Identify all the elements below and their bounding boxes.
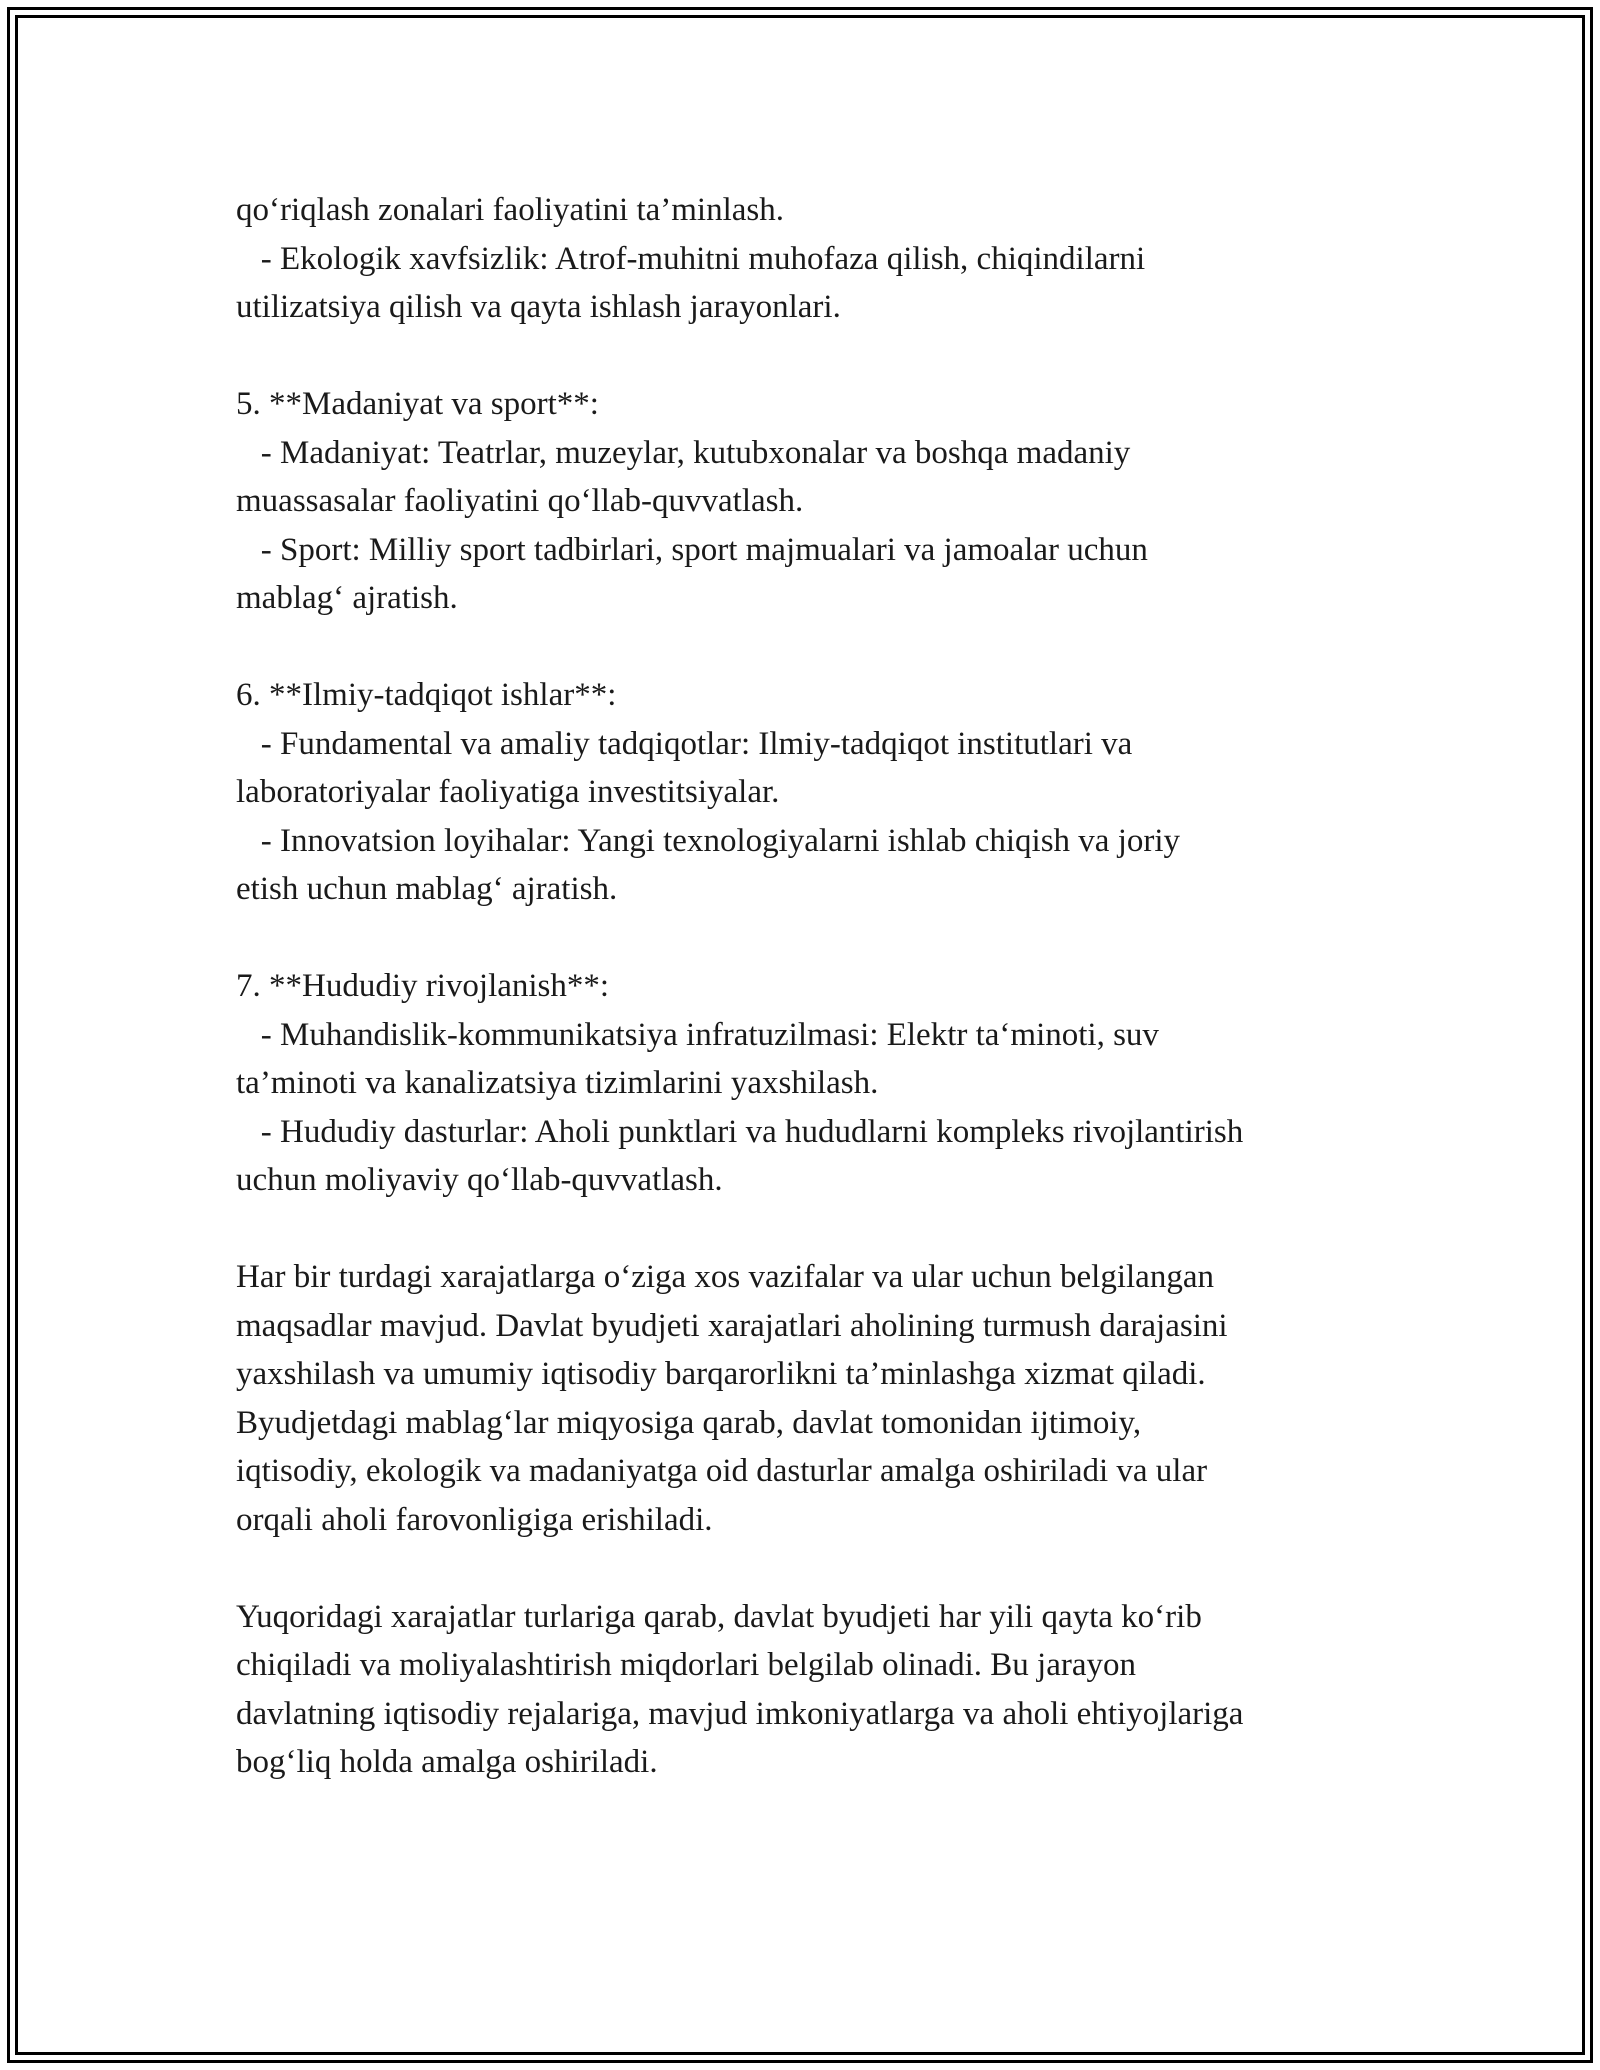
- text-line: ta’minoti va kanalizatsiya tizimlarini yaxshilash.: [236, 1065, 879, 1101]
- bullet-ekologik-xavfsizlik: - Ekologik xavfsizlik: Atrof-muhitni muhofaza qilish, chiqindilarni: [236, 240, 1146, 277]
- text-line: mablag‘ ajratish.: [236, 580, 458, 616]
- text-line: muassasalar faoliyatini qo‘llab-quvvatlash.: [236, 483, 804, 519]
- bullet-innovatsion-loyihalar: - Innovatsion loyihalar: Yangi texnologiyalarni ishlab chiqish va joriy: [236, 822, 1181, 859]
- paragraph-line: orqali aholi farovonligiga erishiladi.: [236, 1501, 713, 1538]
- bullet-hududiy-dasturlar: - Hududiy dasturlar: Aholi punktlari va hududlarni kompleks rivojlantirish: [236, 1113, 1244, 1150]
- paragraph-line: chiqiladi va moliyalashtirish miqdorlari belgilab olinadi. Bu jarayon: [236, 1647, 1136, 1683]
- text-line: etish uchun mablag‘ ajratish.: [236, 871, 618, 907]
- paragraph-line: Yuqoridagi xarajatlar turlariga qarab, davlat byudjeti har yili qayta ko‘rib: [236, 1598, 1202, 1635]
- bullet-fundamental-tadqiqotlar: - Fundamental va amaliy tadqiqotlar: Ilmiy-tadqiqot institutlari va: [236, 725, 1133, 762]
- paragraph-line: davlatning iqtisodiy rejalariga, mavjud imkoniyatlarga va aholi ehtiyojlariga: [236, 1695, 1244, 1732]
- section-heading-5: 5. **Madaniyat va sport**:: [236, 386, 599, 422]
- bullet-sport: - Sport: Milliy sport tadbirlari, sport majmualari va jamoalar uchun: [236, 531, 1148, 568]
- section-heading-6: 6. **Ilmiy-tadqiqot ishlar**:: [236, 677, 617, 713]
- paragraph-gap: [236, 623, 1396, 672]
- text-line: uchun moliyaviy qo‘llab-quvvatlash.: [236, 1162, 723, 1198]
- bullet-madaniyat: - Madaniyat: Teatrlar, muzeylar, kutubxonalar va boshqa madaniy: [236, 434, 1131, 471]
- paragraph-line: yaxshilash va umumiy iqtisodiy barqarorlikni ta’minlashga xizmat qiladi.: [236, 1356, 1206, 1392]
- paragraph-gap: [236, 332, 1396, 381]
- paragraph-gap: [236, 1205, 1396, 1254]
- text-line: laboratoriyalar faoliyatiga investitsiyalar.: [236, 774, 780, 810]
- paragraph-line: maqsadlar mavjud. Davlat byudjeti xarajatlari aholining turmush darajasini: [236, 1307, 1228, 1344]
- paragraph-line: bog‘liq holda amalga oshiriladi.: [236, 1744, 658, 1780]
- bullet-infratuzilma: - Muhandislik-kommunikatsiya infratuzilmasi: Elektr ta‘minoti, suv: [236, 1016, 1159, 1053]
- paragraph-gap: [236, 914, 1396, 963]
- paragraph-line: iqtisodiy, ekologik va madaniyatga oid dasturlar amalga oshiriladi va ular: [236, 1453, 1208, 1489]
- paragraph-line: Byudjetdagi mablag‘lar miqyosiga qarab, davlat tomonidan ijtimoiy,: [236, 1404, 1142, 1441]
- document-body: [236, 186, 1396, 1787]
- paragraph-gap: [236, 1544, 1396, 1593]
- text-line: utilizatsiya qilish va qayta ishlash jarayonlari.: [236, 289, 841, 325]
- paragraph-line: Har bir turdagi xarajatlarga o‘ziga xos vazifalar va ular uchun belgilangan: [236, 1259, 1214, 1295]
- section-heading-7: 7. **Hududiy rivojlanish**:: [236, 968, 610, 1004]
- text-line: qo‘riqlash zonalari faoliyatini ta’minlash.: [236, 192, 784, 228]
